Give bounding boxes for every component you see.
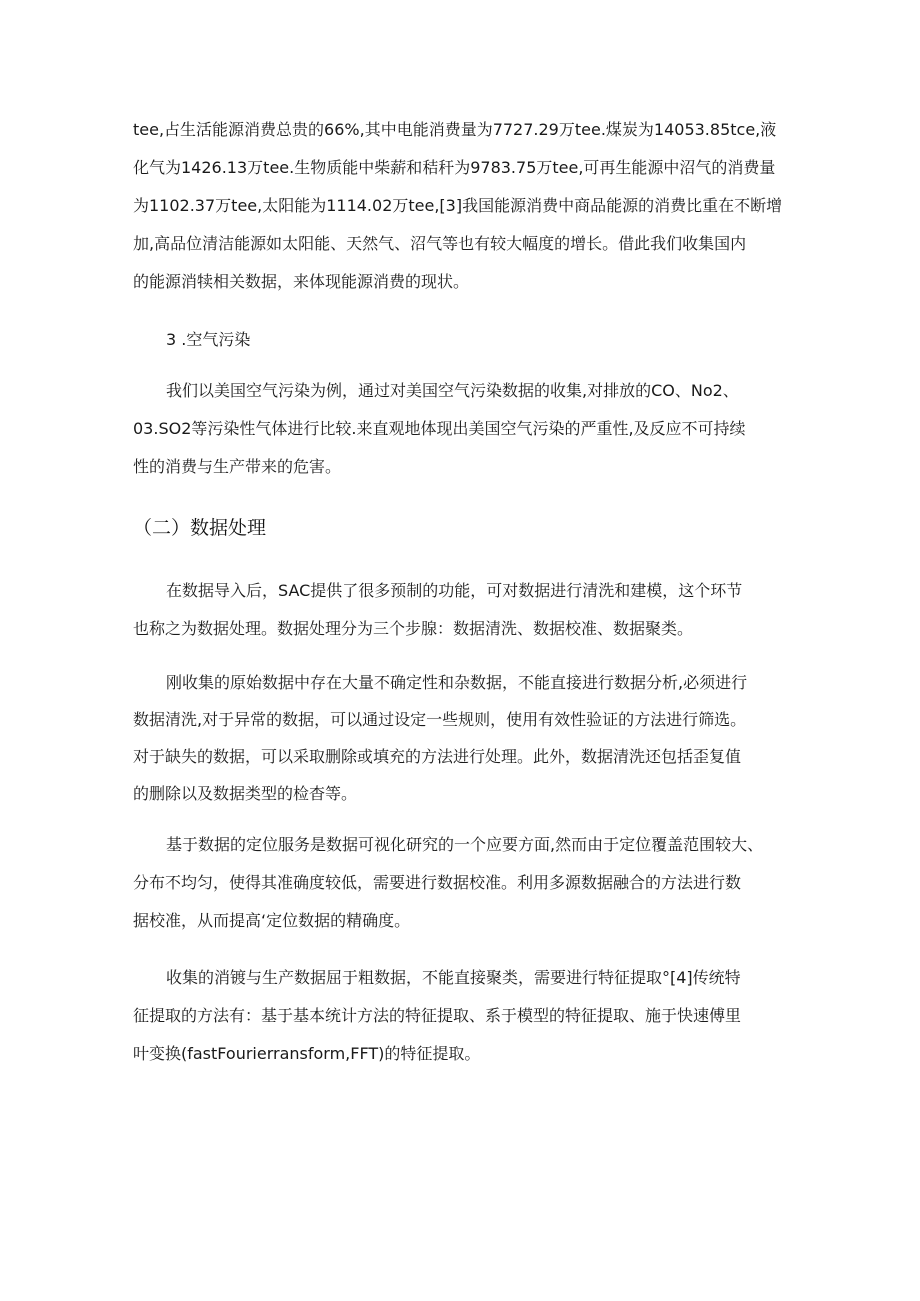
- text-line: 对于缺失的数据，可以采取删除或填充的方法进行处理。此外，数据清洗还包括歪复值: [133, 747, 742, 766]
- text-line: tee,占生活能源消费总贵的66%,其中电能消费量为7727.29万tee.煤炭为14053.85tce,液: [133, 120, 777, 139]
- text-line: 也称之为数据处理。数据处理分为三个步腺：数据清洗、数据校准、数据聚类。: [133, 619, 694, 638]
- text-line: 为1102.37万tee,太阳能为1114.02万tee,[3]我国能源消费中商品能源的消费比重在不断增: [133, 196, 783, 215]
- text-line: 化气为1426.13万tee.生物质能中柴薪和秸秆为9783.75万tee,可再生能源中沼气的消费量: [133, 158, 776, 177]
- text-line: 刚收集的原始数据中存在大量不确定性和杂数据，不能直接进行数据分析,必须进行: [166, 673, 748, 692]
- text-line: 性的消费与生产带来的危害。: [133, 457, 342, 476]
- text-line: 收集的消镀与生产数据屈于粗数据，不能直接聚类，需要进行特征提取°[4]传统特: [166, 968, 741, 987]
- text-line: 数据清洗,对于异常的数据，可以通过设定一些规则，使用有效性验证的方法进行筛选。: [133, 710, 747, 729]
- text-line: 的删除以及数据类型的检杳等。: [133, 784, 358, 803]
- text-line: 在数据导入后，SAC提供了很多预制的功能，可对数据进行清洗和建模，这个环节: [166, 581, 743, 600]
- text-line: 加,高品位清洁能源如太阳能、天然气、沼气等也有较大幅度的增长。借此我们收集国内: [133, 234, 747, 253]
- text-line: 征提取的方法有：基于基本统计方法的特征提取、系于模型的特征提取、施于快速傅里: [133, 1006, 742, 1025]
- text-line: 据校准，从而提高‘定位数据的精确度。: [133, 911, 411, 930]
- text-line: 我们以美国空气污染为例，通过对美国空气污染数据的收集,对排放的CO、No2、: [166, 381, 739, 400]
- text-line: 03.SO2等污染性气体进行比较.来直观地体现出美国空气污染的严重性,及反应不可持续: [133, 419, 746, 438]
- text-line: 分布不均匀，使得其准确度较低，需要进行数据校准。利用多源数据融合的方法进行数: [133, 873, 742, 892]
- text-line: 叶变换(fastFourierransform,FFT)的特征提取。: [133, 1044, 481, 1063]
- text-line: 基于数据的定位服务是数据可视化研究的一个应要方面,然而由于定位覆盖范围较大、: [166, 835, 764, 854]
- section-heading: （二）数据处理: [133, 517, 267, 539]
- text-line: 的能源消犊相关数据，来体现能源消费的现状。: [133, 272, 470, 291]
- section-item-title: 3 .空气污染: [166, 330, 251, 349]
